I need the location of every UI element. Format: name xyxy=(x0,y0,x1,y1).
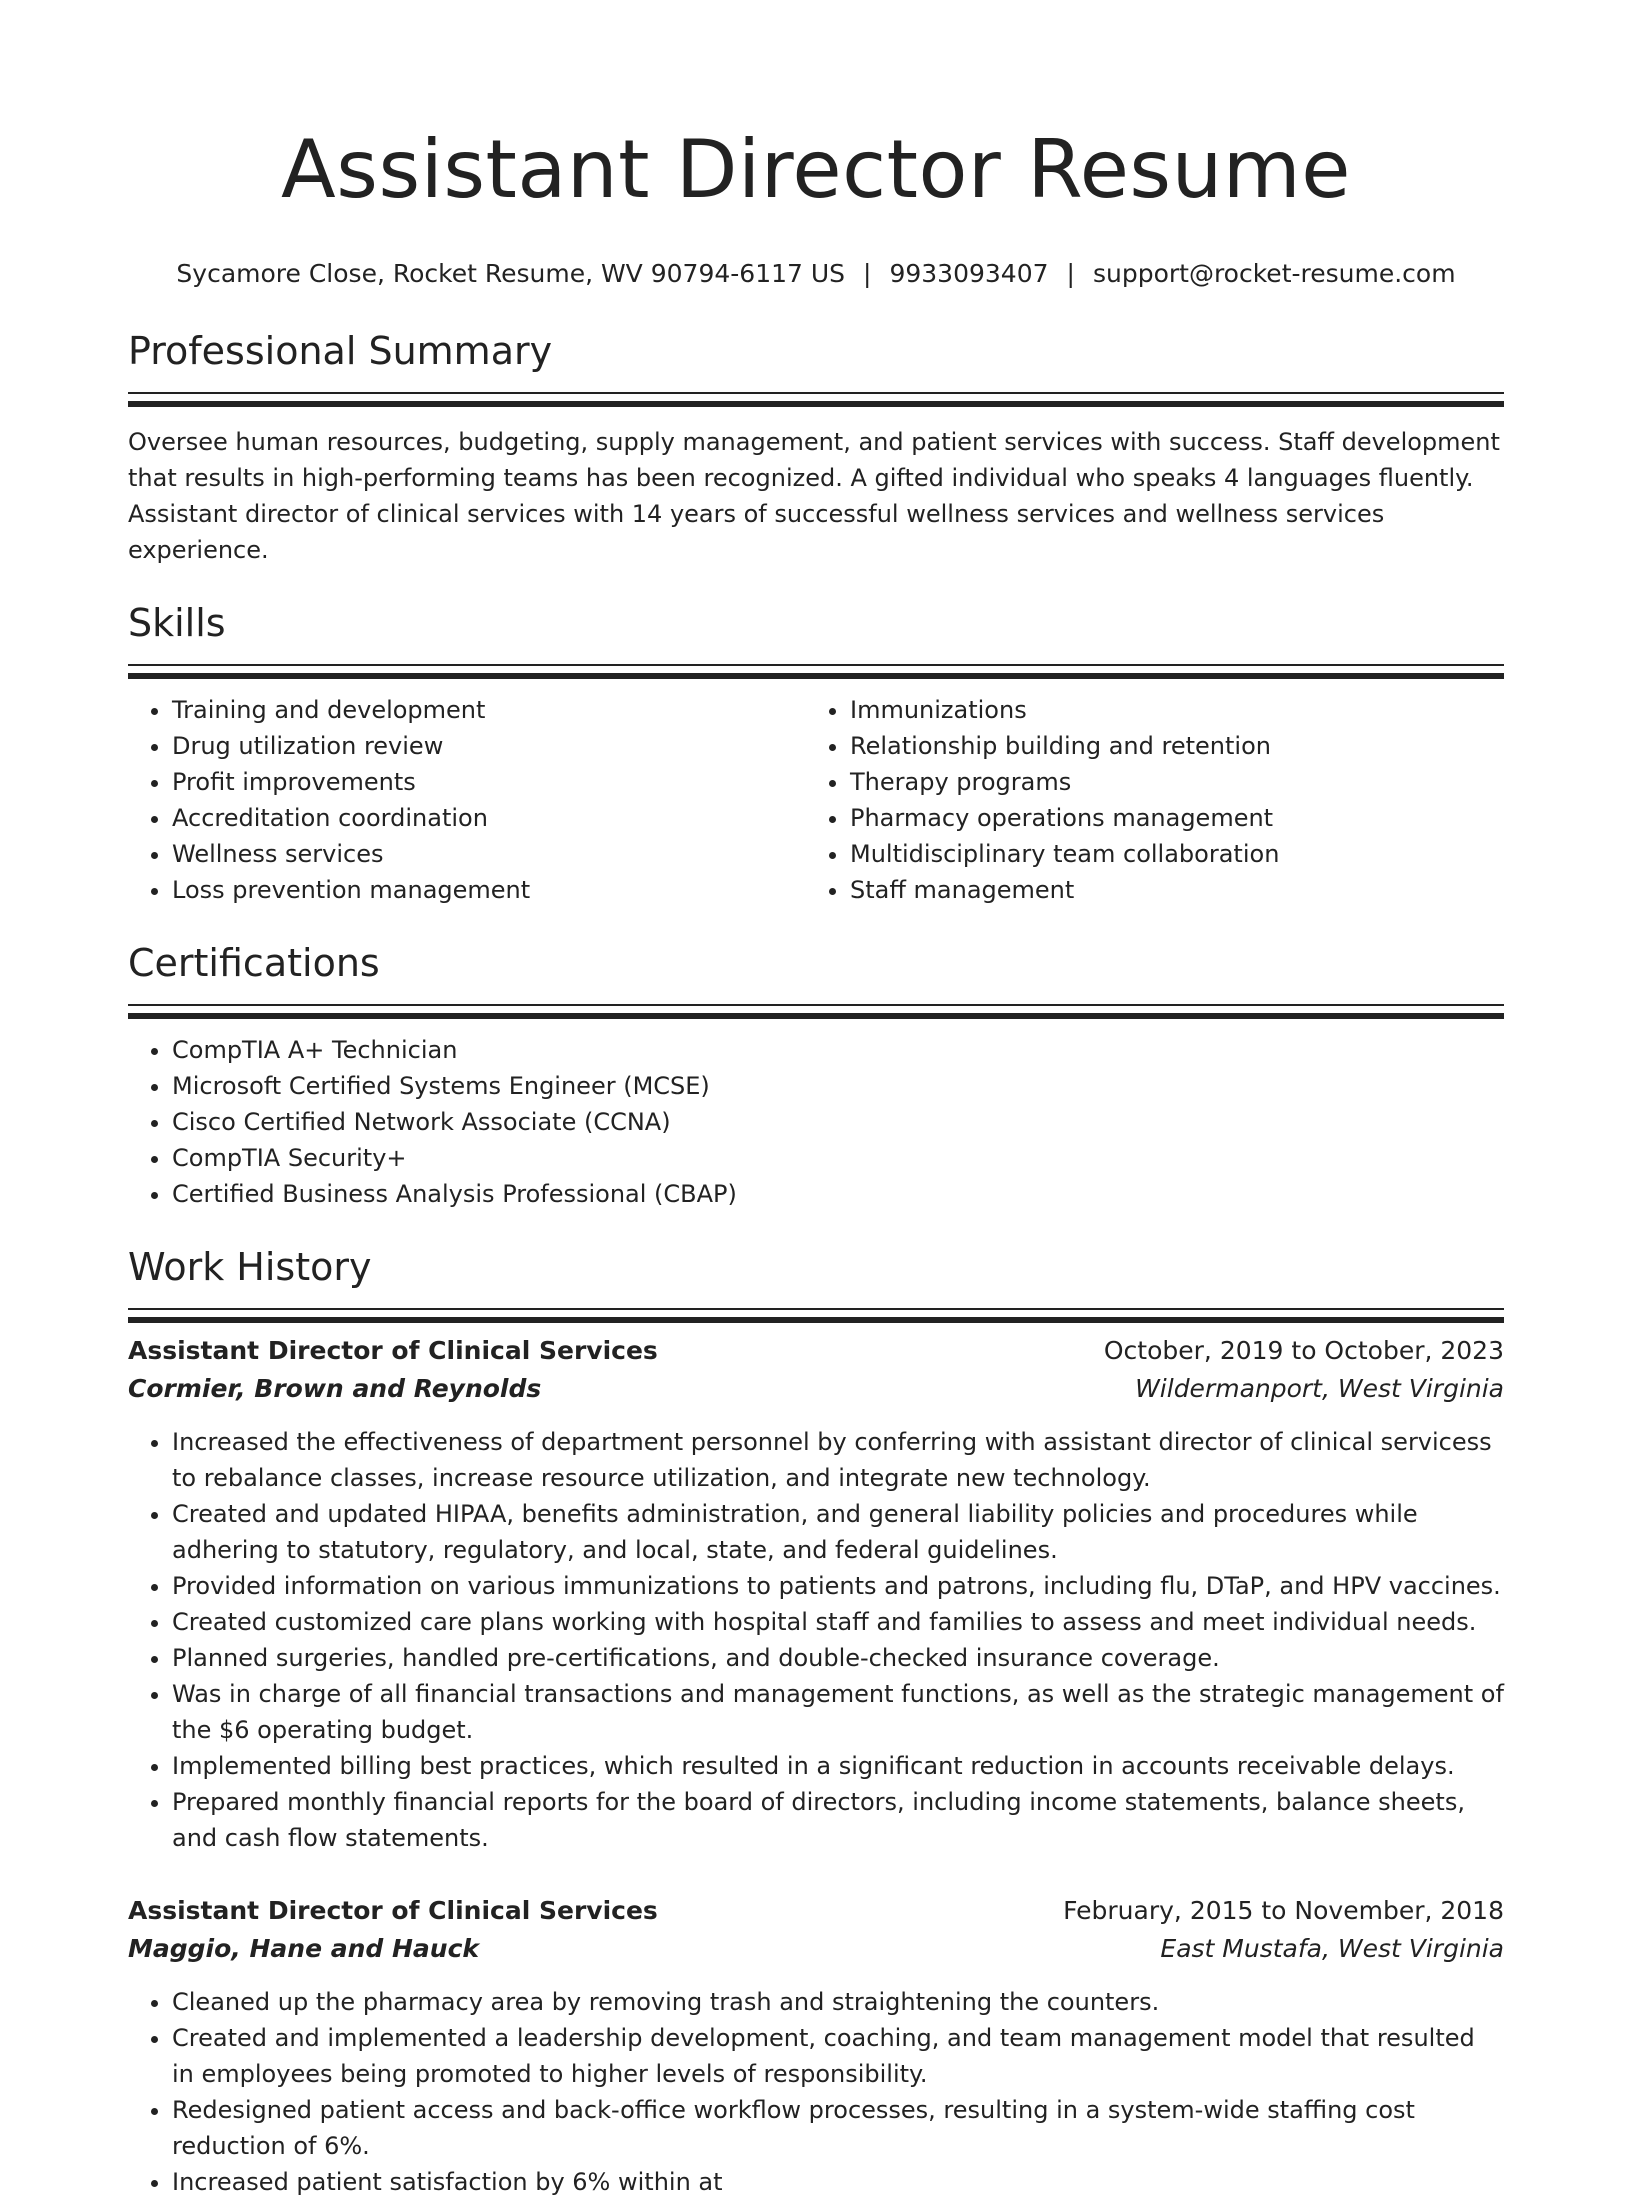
job-subheader xyxy=(128,1930,1504,1968)
section-divider xyxy=(128,392,1504,394)
skills-column-left xyxy=(128,692,806,908)
job-bullet: • Planned surgeries, handled pre-certifications, and double-checked insurance coverage. xyxy=(172,1640,1504,1676)
job-bullet-list xyxy=(128,1424,1504,1856)
job-bullet: • Cleaned up the pharmacy area by removing trash and straightening the counters. xyxy=(172,1984,1504,2020)
section-heading-certifications: Certifications xyxy=(128,941,380,985)
job-bullet: • Increased patient satisfaction by 6% within at xyxy=(172,2164,1504,2200)
skill-item: • Pharmacy operations management xyxy=(850,800,1484,836)
certifications-section xyxy=(128,938,1504,1212)
job-title: Assistant Director of Clinical Services xyxy=(128,1896,658,1925)
resume-page xyxy=(128,0,1504,2200)
skill-item: • Immunizations xyxy=(850,692,1484,728)
certification-item: • Microsoft Certified Systems Engineer (MCSE) xyxy=(172,1068,1504,1104)
skill-item: • Therapy programs xyxy=(850,764,1484,800)
skill-item: • Multidisciplinary team collaboration xyxy=(850,836,1484,872)
job-bullet: • Was in charge of all financial transactions and management functions, as well as the strategic management of the $6 operating budget. xyxy=(172,1676,1504,1748)
job-bullet: • Created and updated HIPAA, benefits administration, and general liability policies and procedures while adhering to statutory, regulatory, and local, state, and federal guidelines. xyxy=(172,1496,1504,1568)
section-divider xyxy=(128,664,1504,666)
job-company: Maggio, Hane and Hauck xyxy=(128,1934,480,1963)
certification-item: • Certified Business Analysis Professional (CBAP) xyxy=(172,1176,1504,1212)
job-header xyxy=(128,1332,1504,1370)
certification-item: • CompTIA Security+ xyxy=(172,1140,1504,1176)
skill-item: • Profit improvements xyxy=(172,764,806,800)
job-location: East Mustafa, West Virginia xyxy=(1160,1934,1504,1963)
job-bullet: • Created customized care plans working with hospital staff and families to assess and meet individual needs. xyxy=(172,1604,1504,1640)
contact-line xyxy=(128,256,1504,292)
job-header xyxy=(128,1892,1504,1930)
summary-text: Oversee human resources, budgeting, supply management, and patient services with success. Staff development that results in high-performing teams has been recognized. A gifted individual who speaks 4 languages fluently. Assistant director of clinical services with 14 years of successful wellness services and wellness services experience. xyxy=(128,428,1500,564)
section-heading-skills: Skills xyxy=(128,601,226,645)
job-bullet: • Implemented billing best practices, which resulted in a significant reduction in accounts receivable delays. xyxy=(172,1748,1504,1784)
contact-address: Sycamore Close, Rocket Resume, WV 90794-6117 US xyxy=(176,259,846,288)
contact-separator: | xyxy=(1066,259,1075,288)
skill-item: • Wellness services xyxy=(172,836,806,872)
contact-phone: 9933093407 xyxy=(889,259,1049,288)
job-title: Assistant Director of Clinical Services xyxy=(128,1336,658,1365)
skill-item: • Drug utilization review xyxy=(172,728,806,764)
section-divider xyxy=(128,1308,1504,1310)
job-bullet: • Prepared monthly financial reports for the board of directors, including income statements, balance sheets, and cash flow statements. xyxy=(172,1784,1504,1856)
skills-list-right xyxy=(806,692,1484,908)
skills-list-left xyxy=(128,692,806,908)
skill-item: • Relationship building and retention xyxy=(850,728,1484,764)
job-bullet: • Created and implemented a leadership development, coaching, and team management model that resulted in employees being promoted to higher levels of responsibility. xyxy=(172,2020,1504,2092)
job-location: Wildermanport, West Virginia xyxy=(1135,1374,1504,1403)
resume-title: Assistant Director Resume xyxy=(281,123,1351,216)
job-bullet: • Provided information on various immunizations to patients and patrons, including flu, DTaP, and HPV vaccines. xyxy=(172,1568,1504,1604)
work-history-section xyxy=(128,1242,1504,2200)
job-dates: October, 2019 to October, 2023 xyxy=(1103,1336,1504,1365)
job-company: Cormier, Brown and Reynolds xyxy=(128,1374,542,1403)
skill-item: • Training and development xyxy=(172,692,806,728)
skill-item: • Staff management xyxy=(850,872,1484,908)
section-divider xyxy=(128,1004,1504,1006)
section-heading-summary: Professional Summary xyxy=(128,329,553,373)
section-heading-work-history: Work History xyxy=(128,1245,372,1289)
job-bullet-list xyxy=(128,1984,1504,2200)
certification-item: • Cisco Certified Network Associate (CCNA) xyxy=(172,1104,1504,1140)
job-subheader xyxy=(128,1370,1504,1408)
skill-item: • Loss prevention management xyxy=(172,872,806,908)
skills-column-right xyxy=(806,692,1484,908)
job-entry xyxy=(128,1892,1504,2200)
contact-separator: | xyxy=(863,259,872,288)
certification-item: • CompTIA A+ Technician xyxy=(172,1032,1504,1068)
job-bullet: • Increased the effectiveness of department personnel by conferring with assistant director of clinical servicess to rebalance classes, increase resource utilization, and integrate new technology. xyxy=(172,1424,1504,1496)
job-dates: February, 2015 to November, 2018 xyxy=(1063,1896,1504,1925)
contact-email[interactable]: support@rocket-resume.com xyxy=(1092,259,1456,288)
skills-columns xyxy=(128,692,1504,908)
job-entry xyxy=(128,1332,1504,1856)
skills-section xyxy=(128,598,1504,908)
certifications-list xyxy=(128,1032,1504,1212)
job-bullet: • Redesigned patient access and back-office workflow processes, resulting in a system-wide staffing cost reduction of 6%. xyxy=(172,2092,1504,2164)
skill-item: • Accreditation coordination xyxy=(172,800,806,836)
summary-section xyxy=(128,326,1504,568)
